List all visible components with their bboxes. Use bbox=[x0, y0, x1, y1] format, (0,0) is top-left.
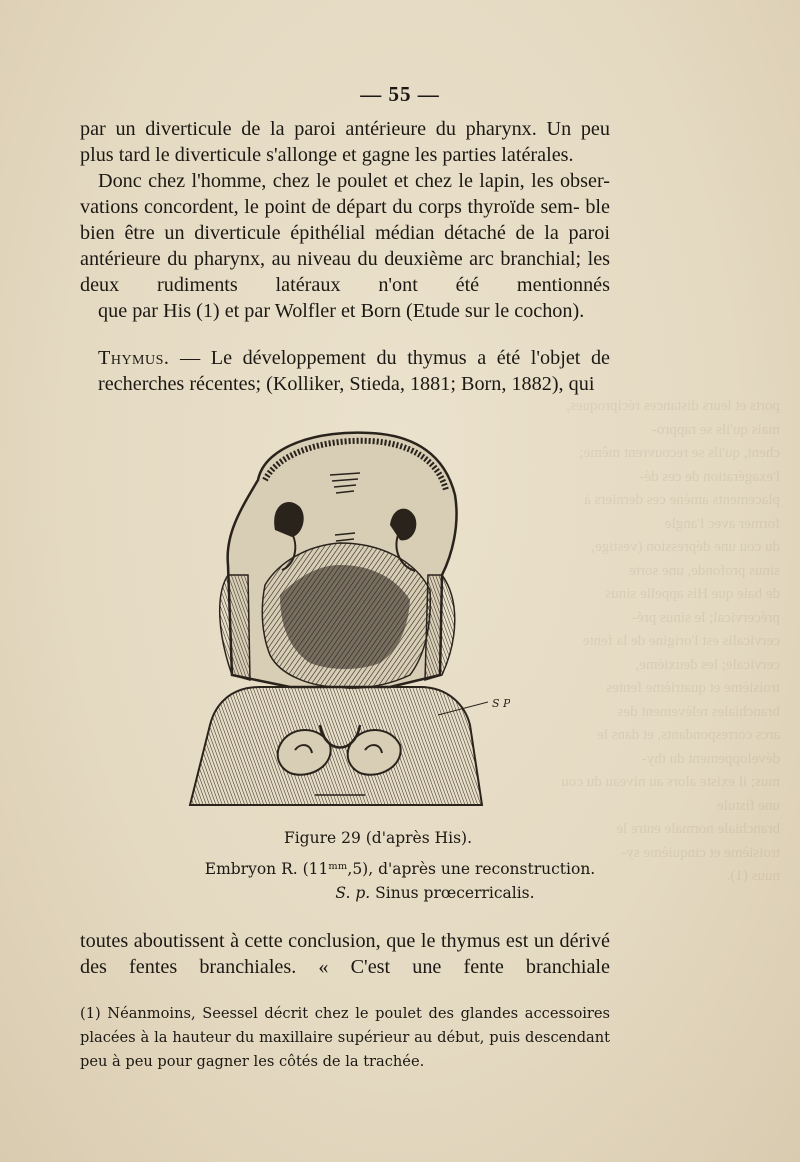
text-line: — Le développement du thymus a été l'objet de bbox=[169, 347, 610, 369]
paragraph-thyroid-conclusion bbox=[80, 168, 610, 324]
text-line: toutes aboutissent à cette conclusion, que le thymus est un bbox=[80, 930, 555, 952]
text-line: par un diverticule de la paroi antérieure du pharynx. Un peu bbox=[80, 118, 610, 140]
page-number: — 55 — bbox=[360, 82, 440, 106]
footnote-line: (1) Néanmoins, Seessel décrit chez le poulet des glandes accessoires bbox=[80, 1005, 610, 1022]
text-line: vations concordent, le point de départ du corps thyroïde sem- bbox=[80, 196, 580, 218]
footnote-line: placées à la hauteur du maxillaire supérieur au début, puis descendant bbox=[80, 1029, 610, 1046]
text-line: paroi antérieure du pharynx, au niveau du deuxième arc bbox=[80, 222, 611, 270]
paragraph-thymus bbox=[80, 345, 610, 397]
text-line: que par His (1) et par Wolfler et Born (Etude sur le cochon). bbox=[98, 300, 585, 322]
bleed-through-text: ports et leurs distances réciproques, mais qu'ils se rappro- chent, qu'ils se recouvrent même; l'exagération de ces dé- placements amène ces derniers à former avec l'angle du cou une dépression (vestige, sinus profonde, une sorte de baie que His appelle sinus précervical; le sinus pré- cervicalis est l'origine de la fente cervicale; les deuxième, troisième et quatrième fentes branchiales relèvement des arcs correspondants, et dans le développement du thy- mus; il existe alors au niveau du cou une fistule branchiale normale entre le troisième et cinquième sy- nuus (1). bbox=[561, 398, 780, 884]
figure-abbrev: S. p. bbox=[335, 884, 371, 902]
embryo-drawing bbox=[170, 425, 510, 815]
figure-title: Figure 29 (d'après His). bbox=[283, 829, 473, 847]
text-line: dérivé des fentes branchiales. « C'est une fente branchiale bbox=[80, 930, 610, 978]
text-line: Donc chez l'homme, chez le poulet et chez le lapin, les obser- bbox=[98, 170, 610, 192]
figure-caption-line bbox=[35, 883, 800, 903]
text-line: plus tard le diverticule s'allonge et gagne les parties latérales. bbox=[80, 144, 574, 166]
footnote-line: peu à peu pour gagner les côtés de la trachée. bbox=[80, 1053, 425, 1070]
text-line: branchial; les deux rudiments latéraux n'ont été mentionnés bbox=[80, 248, 611, 296]
section-heading: Thymus. bbox=[98, 347, 170, 369]
paragraph-continued bbox=[80, 116, 610, 168]
embryo-illustration bbox=[170, 425, 510, 815]
paragraph-thymus-origin bbox=[80, 928, 610, 980]
text-line: ble bien être un diverticule épithélial médian détaché de la bbox=[80, 196, 610, 244]
figure-caption-text: Sinus prœcerricalis. bbox=[370, 884, 535, 902]
text-line: recherches récentes; (Kolliker, Stieda, 1881; Born, 1882), qui bbox=[98, 373, 595, 395]
figure-caption-line: Embryon R. (11ᵐᵐ,5), d'après une reconstruction. bbox=[204, 860, 596, 878]
figure-label: S P bbox=[492, 697, 510, 710]
footnote bbox=[80, 1002, 610, 1074]
